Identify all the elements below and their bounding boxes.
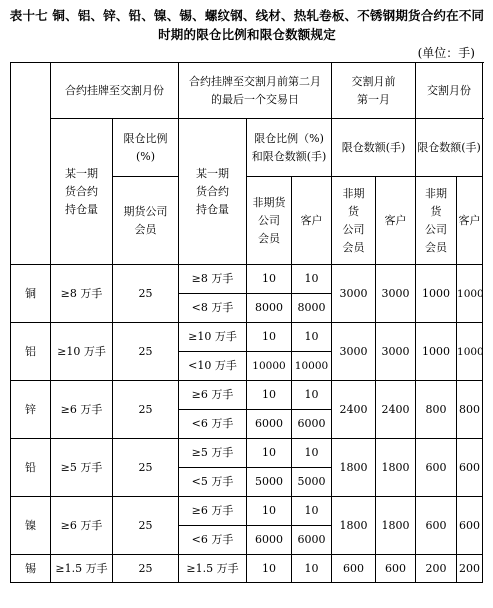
cond-hi-cell: ≥5 万手 xyxy=(179,439,247,468)
value-cell: 10000 xyxy=(247,352,292,381)
value-cell: 10 xyxy=(292,555,332,583)
value-cell: 800 xyxy=(457,381,483,439)
value-cell: 10 xyxy=(292,439,332,468)
header-hold-period-2: 某一期 货合约 持仓量 xyxy=(179,119,247,265)
hold-cell: ≥1.5 万手 xyxy=(51,555,113,583)
value-cell: 10 xyxy=(292,381,332,410)
cond-hi-cell: ≥10 万手 xyxy=(179,323,247,352)
value-cell: 600 xyxy=(457,439,483,497)
header-amount-delivery: 限仓数额(手) xyxy=(416,119,483,177)
cond-lo-cell: <6 万手 xyxy=(179,410,247,439)
hold-cell: ≥6 万手 xyxy=(51,497,113,555)
header-hold-period: 某一期 货合约 持仓量 xyxy=(51,119,113,265)
hold-cell: ≥10 万手 xyxy=(51,323,113,381)
header-blank xyxy=(11,63,51,265)
header-futures-member: 期货公司 会员 xyxy=(113,177,179,265)
header-ratio: 限仓比例 (%) xyxy=(113,119,179,177)
value-cell: 5000 xyxy=(247,468,292,497)
header-client-2: 客户 xyxy=(376,177,416,265)
value-cell: 600 xyxy=(457,497,483,555)
table-title: 表十七 铜、铝、锌、铅、镍、锡、螺纹钢、线材、热轧卷板、不锈钢期货合约在不同时期的限仓比例和限仓数额规定 xyxy=(9,8,485,42)
cond-lo-cell: <5 万手 xyxy=(179,468,247,497)
value-cell: 10 xyxy=(247,555,292,583)
value-cell: 1000 xyxy=(416,323,457,381)
ratio-cell: 25 xyxy=(113,265,179,323)
table-row xyxy=(11,265,483,294)
header-amount-first-month: 限仓数额(手) xyxy=(332,119,416,177)
value-cell: 6000 xyxy=(247,526,292,555)
position-limit-table xyxy=(10,62,483,583)
value-cell: 3000 xyxy=(332,265,376,323)
unit-label: (单位：手) xyxy=(417,46,475,60)
value-cell: 10 xyxy=(247,381,292,410)
header-nonfutures-member-3: 非期 货 公司 会员 xyxy=(416,177,457,265)
table-row xyxy=(11,439,483,468)
value-cell: 6000 xyxy=(292,410,332,439)
value-cell: 3000 xyxy=(332,323,376,381)
header-listing-to-second-month: 合约挂牌至交割月前第二月 的最后一个交易日 xyxy=(179,63,332,119)
value-cell: 1800 xyxy=(332,497,376,555)
header-nonfutures-member: 非期货 公司 会员 xyxy=(247,177,292,265)
header-delivery-month: 交割月份 xyxy=(416,63,483,119)
value-cell: 10 xyxy=(247,439,292,468)
value-cell: 6000 xyxy=(292,526,332,555)
value-cell: 3000 xyxy=(376,265,416,323)
header-ratio-amount: 限仓比例（%) 和限仓数额(手) xyxy=(247,119,332,177)
value-cell: 1000 xyxy=(457,265,483,323)
cond-lo-cell: <10 万手 xyxy=(179,352,247,381)
value-cell: 600 xyxy=(376,555,416,583)
value-cell: 8000 xyxy=(247,294,292,323)
hold-cell: ≥5 万手 xyxy=(51,439,113,497)
ratio-cell: 25 xyxy=(113,555,179,583)
value-cell: 1000 xyxy=(457,323,483,381)
value-cell: 1800 xyxy=(376,497,416,555)
value-cell: 10 xyxy=(247,497,292,526)
value-cell: 1000 xyxy=(416,265,457,323)
metal-cell: 镍 xyxy=(11,497,51,555)
value-cell: 3000 xyxy=(376,323,416,381)
ratio-cell: 25 xyxy=(113,381,179,439)
metal-cell: 铜 xyxy=(11,265,51,323)
value-cell: 8000 xyxy=(292,294,332,323)
hold-cell: ≥8 万手 xyxy=(51,265,113,323)
value-cell: 200 xyxy=(457,555,483,583)
table-row xyxy=(11,497,483,526)
metal-cell: 锌 xyxy=(11,381,51,439)
cond-lo-cell: <8 万手 xyxy=(179,294,247,323)
value-cell: 10000 xyxy=(292,352,332,381)
header-nonfutures-member-2: 非期 货 公司 会员 xyxy=(332,177,376,265)
table-row xyxy=(11,555,483,583)
metal-cell: 铅 xyxy=(11,439,51,497)
value-cell: 2400 xyxy=(376,381,416,439)
header-client: 客户 xyxy=(292,177,332,265)
cond-hi-cell: ≥8 万手 xyxy=(179,265,247,294)
value-cell: 1800 xyxy=(376,439,416,497)
value-cell: 200 xyxy=(416,555,457,583)
value-cell: 600 xyxy=(416,439,457,497)
value-cell: 10 xyxy=(247,323,292,352)
value-cell: 5000 xyxy=(292,468,332,497)
value-cell: 800 xyxy=(416,381,457,439)
ratio-cell: 25 xyxy=(113,497,179,555)
value-cell: 600 xyxy=(416,497,457,555)
value-cell: 10 xyxy=(292,265,332,294)
ratio-cell: 25 xyxy=(113,323,179,381)
value-cell: 600 xyxy=(332,555,376,583)
header-listing-to-delivery: 合约挂牌至交割月份 xyxy=(51,63,179,119)
value-cell: 2400 xyxy=(332,381,376,439)
value-cell: 10 xyxy=(292,497,332,526)
header-first-month: 交割月前 第一月 xyxy=(332,63,416,119)
header-client-3: 客户 xyxy=(457,177,483,265)
table-row xyxy=(11,323,483,352)
table-row xyxy=(11,381,483,410)
value-cell: 10 xyxy=(292,323,332,352)
value-cell: 1800 xyxy=(332,439,376,497)
value-cell: 10 xyxy=(247,265,292,294)
cond-lo-cell: <6 万手 xyxy=(179,526,247,555)
metal-cell: 锡 xyxy=(11,555,51,583)
cond-hi-cell: ≥6 万手 xyxy=(179,381,247,410)
value-cell: 6000 xyxy=(247,410,292,439)
cond-hi-cell: ≥6 万手 xyxy=(179,497,247,526)
cond-hi-cell: ≥1.5 万手 xyxy=(179,555,247,583)
ratio-cell: 25 xyxy=(113,439,179,497)
hold-cell: ≥6 万手 xyxy=(51,381,113,439)
metal-cell: 铝 xyxy=(11,323,51,381)
